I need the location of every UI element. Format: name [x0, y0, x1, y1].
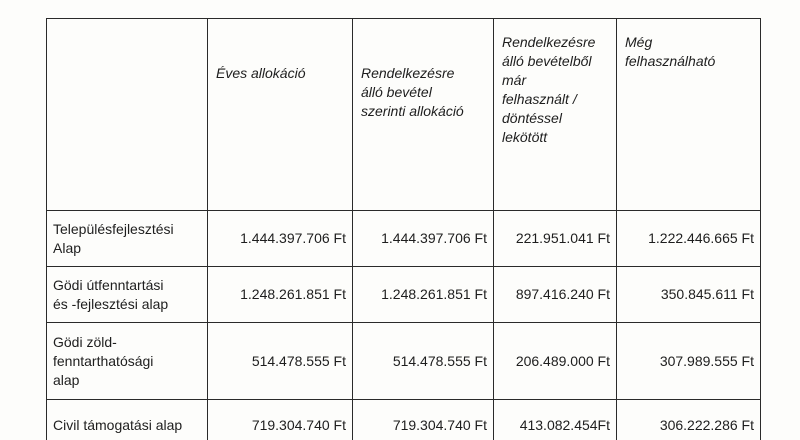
cell-annual-allocation: 719.304.740 Ft [208, 400, 353, 440]
cell-available-allocation: 719.304.740 Ft [353, 400, 494, 440]
cell-used-committed: 897.416.240 Ft [494, 267, 617, 323]
cell-available-allocation: 514.478.555 Ft [353, 323, 494, 400]
table-row [47, 211, 761, 267]
cell-still-available: 350.845.611 Ft [617, 267, 761, 323]
table-row [47, 267, 761, 323]
cell-used-committed: 221.951.041 Ft [494, 211, 617, 267]
cell-still-available: 306.222.286 Ft [617, 400, 761, 440]
header-still-available: Még felhasználható [617, 19, 761, 211]
cell-used-committed: 206.489.000 Ft [494, 323, 617, 400]
cell-available-allocation: 1.248.261.851 Ft [353, 267, 494, 323]
cell-used-committed: 413.082.454Ft [494, 400, 617, 440]
table-row [47, 400, 761, 440]
cell-still-available: 1.222.446.665 Ft [617, 211, 761, 267]
row-label: Gödi zöld- fenntarthatósági alap [47, 323, 208, 400]
cell-annual-allocation: 1.248.261.851 Ft [208, 267, 353, 323]
cell-annual-allocation: 514.478.555 Ft [208, 323, 353, 400]
header-corner-cell [47, 19, 208, 211]
table-row [47, 323, 761, 400]
row-label: Településfejlesztési Alap [47, 211, 208, 267]
row-label: Civil támogatási alap [47, 400, 208, 440]
header-used-committed: Rendelkezésre álló bevételből már felhasznált / döntéssel lekötött [494, 19, 617, 211]
cell-available-allocation: 1.444.397.706 Ft [353, 211, 494, 267]
row-label: Gödi útfenntartási és -fejlesztési alap [47, 267, 208, 323]
header-annual-allocation: Éves allokáció [208, 19, 353, 211]
allocation-table [46, 18, 761, 440]
header-available-revenue-allocation: Rendelkezésre álló bevétel szerinti allokáció [353, 19, 494, 211]
cell-annual-allocation: 1.444.397.706 Ft [208, 211, 353, 267]
table-header-row [47, 19, 761, 211]
cell-still-available: 307.989.555 Ft [617, 323, 761, 400]
